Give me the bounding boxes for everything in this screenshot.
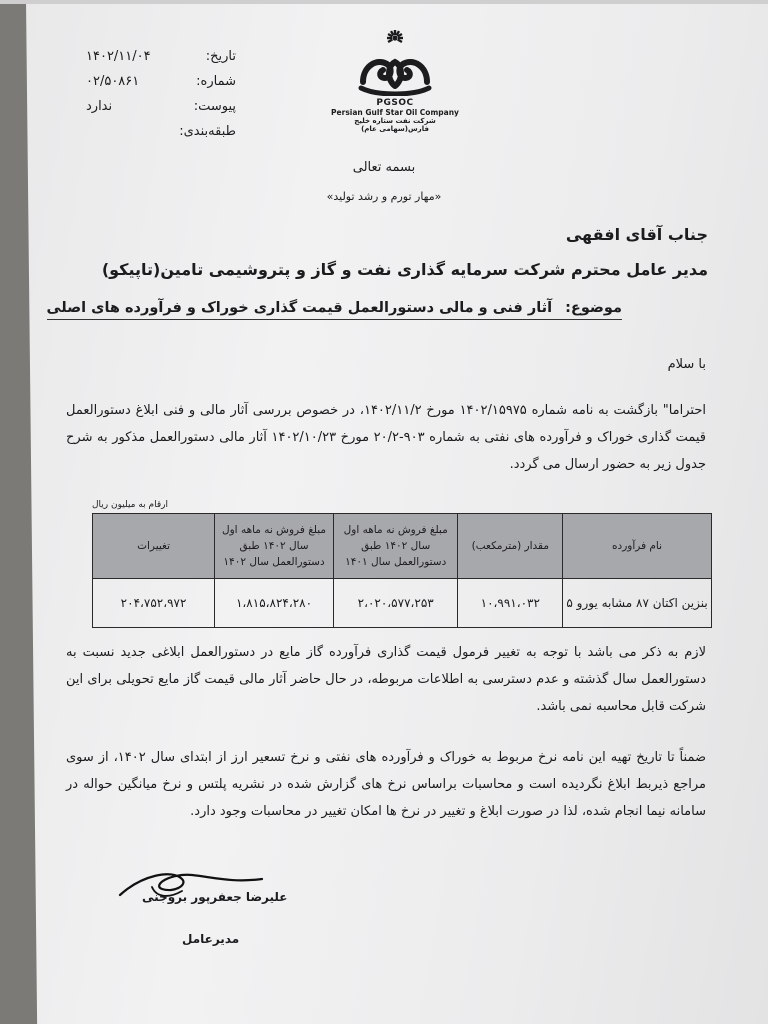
logo-abbr: PGSOC	[376, 98, 414, 108]
meta-attachment-label: پیوست:	[193, 99, 236, 114]
meta-classification-label: طبقه‌بندی:	[179, 124, 236, 139]
cell-changes: ۲۰۴،۷۵۲،۹۷۲	[93, 579, 215, 628]
company-logo	[330, 30, 460, 133]
header-changes: تغییرات	[93, 514, 215, 579]
slogan: «مهار تورم و رشد تولید»	[326, 190, 442, 203]
logo-name-fa: شرکت نفت ستاره خلیج فارس(سهامی عام)	[354, 117, 436, 133]
table-unit-note: ارقام به میلیون ریال	[92, 500, 168, 510]
page-top-edge	[0, 0, 768, 4]
subject-line	[47, 300, 622, 320]
pgsoc-emblem-icon	[357, 30, 433, 96]
cell-product: بنزین اکتان ۸۷ مشابه یورو ۵	[563, 579, 712, 628]
recipient-name: جناب آقای افقهی	[565, 225, 708, 244]
table-header-row	[93, 514, 712, 579]
meta-attachment-value: ندارد	[86, 99, 113, 114]
header-sales-1402: مبلغ فروش نه ماهه اول سال ۱۴۰۲ طبق دستورالعمل سال ۱۴۰۲	[215, 514, 334, 579]
signatory-title: مدیرعامل	[182, 932, 240, 946]
header-product: نام فرآورده	[563, 514, 712, 579]
header-sales-1401: مبلغ فروش نه ماهه اول سال ۱۴۰۲ طبق دستورالعمل سال ۱۴۰۱	[333, 514, 458, 579]
meta-number-label: شماره:	[196, 74, 236, 89]
cell-sales-1402: ۱،۸۱۵،۸۲۴،۲۸۰	[215, 579, 334, 628]
table-row	[93, 579, 712, 628]
meta-date-label: تاریخ:	[205, 49, 236, 64]
cell-quantity: ۱۰،۹۹۱،۰۳۲	[458, 579, 563, 628]
meta-date-value: ۱۴۰۲/۱۱/۰۴	[86, 49, 151, 64]
paragraph-intro: احتراما" بازگشت به نامه شماره ۱۴۰۲/۱۵۹۷۵ مورخ ۱۴۰۲/۱۱/۲، در خصوص بررسی آثار مالی و فنی ابلاغ دستورالعمل قیمت گذاری خوراک و فرآورده های نفتی به شماره ۹۰۳-۲۰/۲ مورخ ۱۴۰۲/۱۰/۲۳ آثار مالی دستورالعمل مذکور به شرح جدول زیر به حضور ارسال می گردد.	[66, 403, 707, 472]
basmala: بسمه تعالی	[352, 160, 416, 175]
meta-date-row	[86, 44, 236, 69]
financial-effects-table	[92, 513, 712, 628]
signatory-name: علیرضا جعفرپور بروجنی	[142, 890, 288, 904]
paragraph-lpg-note: لازم به ذکر می باشد با توجه به تغییر فرمول قیمت گذاری فرآورده گاز مایع در دستورالعمل ابلاغی جدید نسبت به دستورالعمل سال گذشته و عدم دسترسی به اطلاعات مربوطه، در حال حاضر آثار مالی قیمت گاز مایع تحویلی برای این شرکت قابل محاسبه نمی باشد.	[66, 645, 706, 714]
meta-number-value: ۰۲/۵۰۸۶۱	[86, 74, 140, 89]
logo-name-en: Persian Gulf Star Oil Company	[331, 108, 459, 117]
meta-attachment-row	[86, 94, 236, 119]
paragraph-rates-note: ضمناً تا تاریخ تهیه این نامه نرخ مربوط به خوراک و فرآورده های نفتی و نرخ تسعیر ارز از ابتدای سال ۱۴۰۲، از سوی مراجع ذیربط ابلاغ نگردیده است و محاسبات براساس نرخ های گزارش شده در نشریه پلتس و نرخ میانگین حواله در سامانه نیما انجام شده، لذا در صورت ابلاغ و تغییر در نرخ ها امکان تغییر در محاسبات وجود دارد.	[66, 750, 706, 819]
subject-text: آثار فنی و مالی دستورالعمل قیمت گذاری خوراک و فرآورده های اصلی	[46, 300, 553, 316]
meta-classification-row	[86, 119, 236, 144]
meta-number-row	[86, 69, 236, 94]
header-quantity: مقدار (مترمکعب)	[458, 514, 563, 579]
letter-meta	[86, 44, 236, 144]
subject-label: موضوع:	[565, 300, 622, 316]
greeting: با سلام	[667, 357, 706, 372]
cell-sales-1401: ۲،۰۲۰،۵۷۷،۲۵۳	[333, 579, 458, 628]
recipient-title: مدیر عامل محترم شرکت سرمایه گذاری نفت و گاز و پتروشیمی تامین(تاپیکو)	[101, 260, 708, 279]
